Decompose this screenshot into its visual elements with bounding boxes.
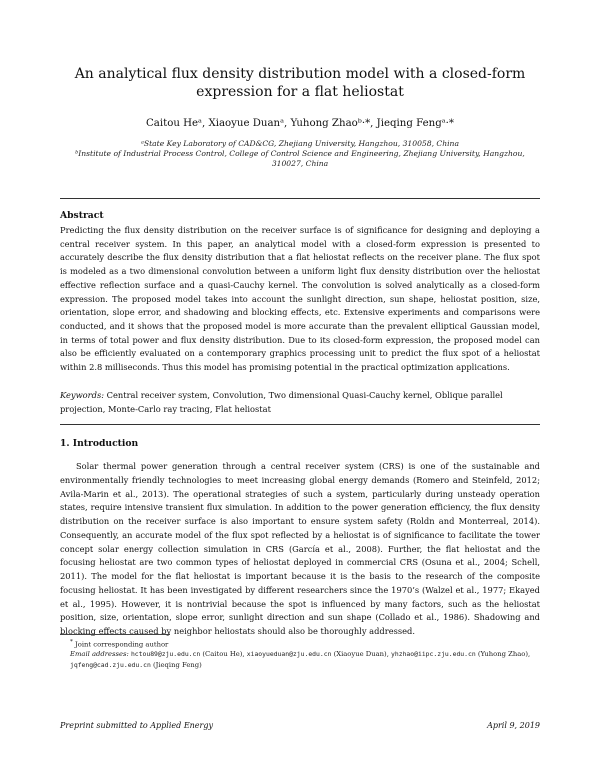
footnote-marker: * <box>70 639 73 645</box>
email-owner: (Caitou He), <box>202 650 245 659</box>
abstract-heading: Abstract <box>60 210 104 221</box>
email-address[interactable]: jqfeng@cad.zju.edu.cn <box>70 660 151 669</box>
email-owner: (Xiaoyue Duan), <box>333 650 389 659</box>
footnote-joint-text: Joint corresponding author <box>75 640 169 649</box>
keywords-text: Central receiver system, Convolution, Two dimensional Quasi-Cauchy kernel, Oblique parallel projection, Monte-Carlo ray tracing, Flat heliostat <box>60 390 503 414</box>
email-address[interactable]: xiaoyueduan@zju.edu.cn <box>246 650 332 659</box>
footnote-rule <box>60 634 170 635</box>
footnote <box>60 637 540 670</box>
keywords <box>60 389 540 416</box>
affiliation-a: ᵃState Key Laboratory of CAD&CG, Zhejiang University, Hangzhou, 310058, China <box>141 139 459 148</box>
abstract-bottom-rule <box>60 424 540 425</box>
email-address[interactable]: hctou89@zju.edu.cn <box>130 650 201 659</box>
author-list: Caitou Heᵃ, Xiaoyue Duanᵃ, Yuhong Zhaoᵇ·*, Jieqing Fengᵃ·* <box>145 118 455 129</box>
paper-title: An analytical flux density distribution model with a closed-form expression for a flat heliostat <box>74 66 526 100</box>
abstract-text: Predicting the flux density distribution on the receiver surface is of significance for designing and deploying a central receiver system. In this paper, an analytical model with a closed-form expression is presented to accurately describe the flux density distribution that a flat heliostat reflects on the receiver plane. The flux spot is modeled as a two dimensional convolution between a uniform light flux density distribution over the heliostat effective reflection surface and a quasi-Cauchy kernel. The convolution is solved analytically as a closed-form expression. The proposed model takes into account the sunlight direction, sun shape, heliostat position, size, orientation, slope error, and shadowing and blocking effects, etc. Extensive experiments and comparisons were conducted, and it shows that the proposed model is more accurate than the prevalent elliptical Gaussian model, in terms of total power and flux density distribution. Due to its closed-form expression, the proposed model can also be efficiently evaluated on a contemporary graphics processing unit to predict the flux spot of a heliostat within 2.8 milliseconds. Thus this model has promising potential in the practical optimization applications. <box>60 225 540 373</box>
introduction-paragraph: Solar thermal power generation through a central receiver system (CRS) is one of the sustainable and environmentally friendly technologies to meet increasing global energy demands (Romero and Steinfeld, 2012; Avila-Marin et al., 2013). The operational strategies of such a system, particularly during unsteady operation states, require intensive transient flux simulation. In addition to the power generation efficiency, the flux density distribution on the receiver surface is also important to ensure system safety (Roldn and Monterreal, 2014). Consequently, an accurate model of the flux spot reflected by a heliostat is of significance to facilitate the tower concept solar energy collection simulation in CRS (García et al., 2008). Further, the flat heliostat and the focusing heliostat are two common types of heliostat deployed in commercial CRS (Osuna et al., 2004; Schell, 2011). The model for the flat heliostat is important because it is the basis to the research of the composite focusing heliostat. It has been investigated by different researchers since the 1970’s (Walzel et al., 1977; Ekayed et al., 1995). However, it is nontrivial because the spot is influenced by many factors, such as the heliostat position, size, orientation, slope error, sunlight direction and sun shape (Collado et al., 1986). Shadowing and blocking effects caused by neighbor heliostats should also be thoroughly addressed. <box>60 461 540 636</box>
preprint-note: Preprint submitted to Applied Energy <box>60 721 214 730</box>
keywords-label: Keywords: <box>60 390 105 400</box>
affiliations <box>60 139 540 169</box>
email-address[interactable]: yhzhao@iipc.zju.edu.cn <box>391 650 476 659</box>
affiliation-b: ᵇInstitute of Industrial Process Control, College of Control Science and Engineering, Zhejiang University, Hangzhou, 310027, China <box>75 149 525 168</box>
preprint-date: April 9, 2019 <box>487 721 540 730</box>
email-owner: (Jieqing Feng) <box>152 660 202 669</box>
footnote-joint-line <box>60 637 540 649</box>
email-owner: (Yuhong Zhao), <box>477 650 531 659</box>
section-heading-introduction: 1. Introduction <box>60 438 139 449</box>
footnote-emails <box>60 649 540 669</box>
abstract-top-rule <box>60 198 540 199</box>
email-label: Email addresses: <box>70 650 129 659</box>
